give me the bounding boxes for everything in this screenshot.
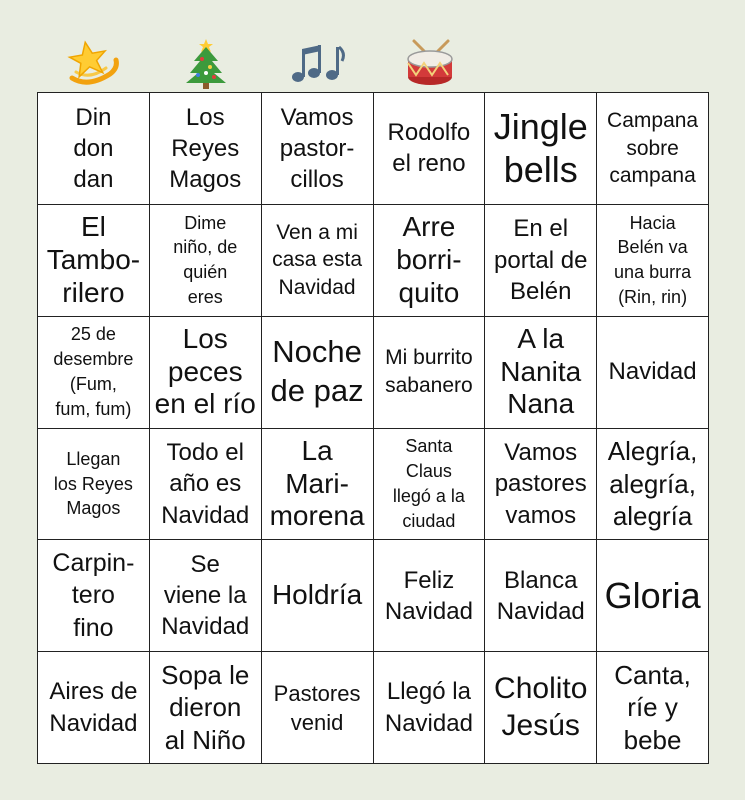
bingo-cell[interactable]: La Mari- morena bbox=[262, 429, 374, 541]
bingo-cell[interactable]: Cholito Jesús bbox=[485, 652, 597, 764]
dizzy-star-icon bbox=[38, 34, 150, 92]
bingo-cell[interactable]: Los Reyes Magos bbox=[150, 93, 262, 205]
bingo-cell[interactable]: El Tambo- rilero bbox=[38, 205, 150, 317]
drum-icon bbox=[374, 34, 486, 92]
bingo-cell[interactable]: 25 de desembre (Fum, fum, fum) bbox=[38, 317, 150, 429]
bingo-cell[interactable]: Se viene la Navidad bbox=[150, 540, 262, 652]
bingo-cell[interactable]: Todo el año es Navidad bbox=[150, 429, 262, 541]
bingo-cell[interactable]: Feliz Navidad bbox=[374, 540, 486, 652]
bingo-cell[interactable]: Noche de paz bbox=[262, 317, 374, 429]
bingo-cell[interactable]: Canta, ríe y bebe bbox=[597, 652, 709, 764]
bingo-cell[interactable]: Blanca Navidad bbox=[485, 540, 597, 652]
bingo-cell[interactable]: Alegría, alegría, alegría bbox=[597, 429, 709, 541]
bingo-cell[interactable]: Navidad bbox=[597, 317, 709, 429]
bingo-cell[interactable]: Holdría bbox=[262, 540, 374, 652]
bingo-cell[interactable]: Vamos pastor- cillos bbox=[262, 93, 374, 205]
bingo-cell[interactable]: Vamos pastores vamos bbox=[485, 429, 597, 541]
bingo-cell[interactable]: Ven a mi casa esta Navidad bbox=[262, 205, 374, 317]
bingo-cell[interactable]: Santa Claus llegó a la ciudad bbox=[374, 429, 486, 541]
bingo-cell[interactable]: Sopa le dieron al Niño bbox=[150, 652, 262, 764]
bingo-cell[interactable]: Gloria bbox=[597, 540, 709, 652]
bingo-cell[interactable]: Carpin- tero fino bbox=[38, 540, 150, 652]
bingo-cell[interactable]: Llegó la Navidad bbox=[374, 652, 486, 764]
bingo-cell[interactable]: Los peces en el río bbox=[150, 317, 262, 429]
bingo-cell[interactable]: Arre borri- quito bbox=[374, 205, 486, 317]
bingo-cell[interactable]: Jingle bells bbox=[485, 93, 597, 205]
bingo-cell[interactable]: Rodolfo el reno bbox=[374, 93, 486, 205]
bingo-cell[interactable]: Pastores venid bbox=[262, 652, 374, 764]
bingo-cell[interactable]: A la Nanita Nana bbox=[485, 317, 597, 429]
bingo-cell[interactable]: Llegan los Reyes Magos bbox=[38, 429, 150, 541]
bingo-cell[interactable]: Hacia Belén va una burra (Rin, rin) bbox=[597, 205, 709, 317]
bingo-cell[interactable]: Aires de Navidad bbox=[38, 652, 150, 764]
music-notes-icon bbox=[262, 34, 374, 92]
bingo-cell[interactable]: Dime niño, de quién eres bbox=[150, 205, 262, 317]
bingo-cell[interactable]: Mi burrito sabanero bbox=[374, 317, 486, 429]
bingo-cell[interactable]: Campana sobre campana bbox=[597, 93, 709, 205]
bingo-cell[interactable]: Din don dan bbox=[38, 93, 150, 205]
bingo-header bbox=[38, 34, 708, 92]
bingo-card bbox=[37, 92, 709, 764]
bingo-cell[interactable]: En el portal de Belén bbox=[485, 205, 597, 317]
christmas-tree-icon bbox=[150, 34, 262, 92]
